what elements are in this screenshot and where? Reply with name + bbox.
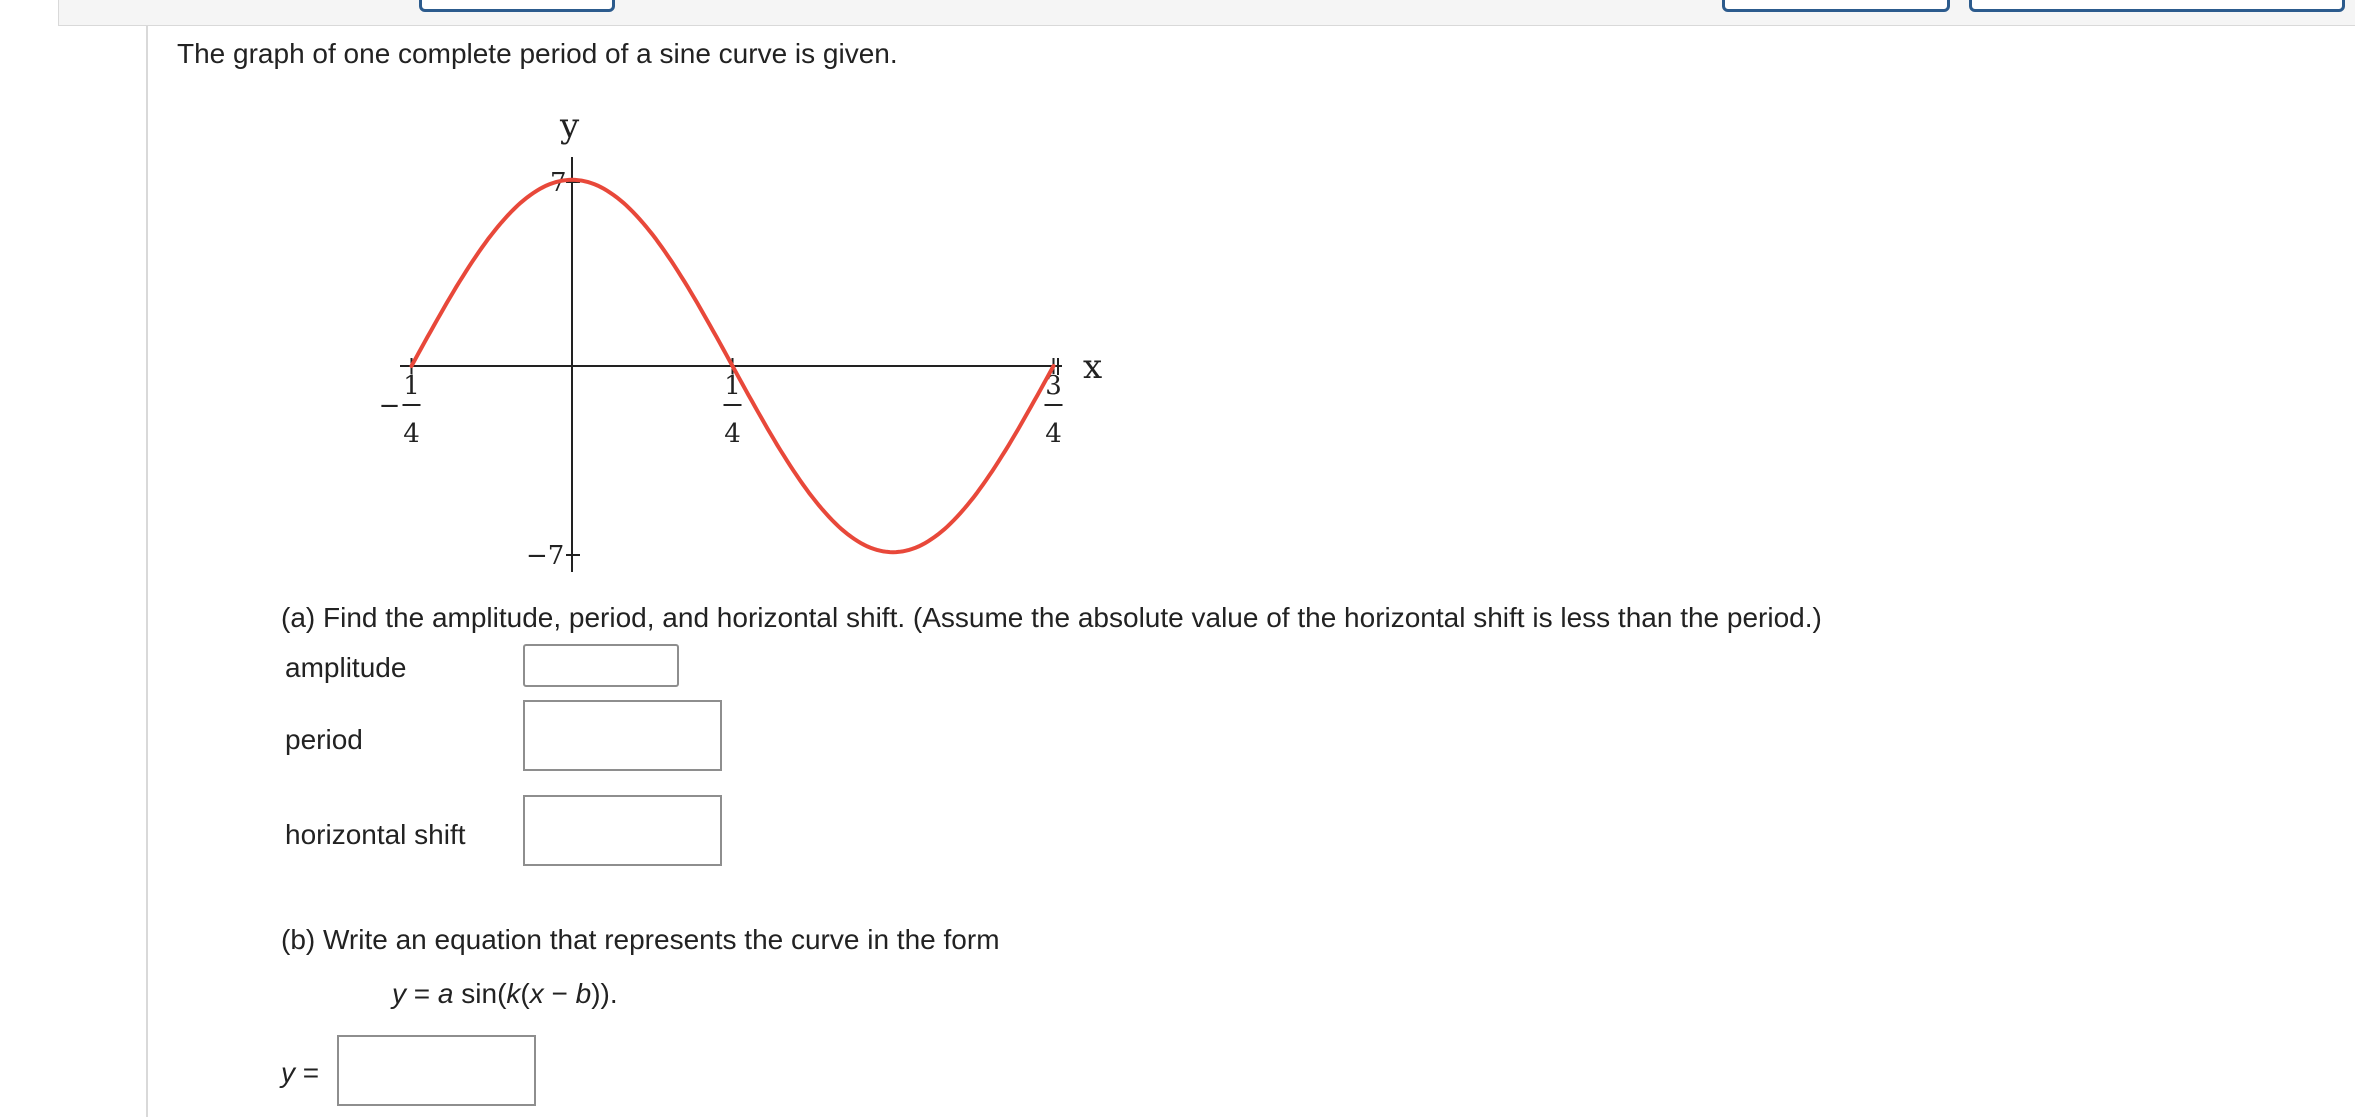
y-min-label: −7 (526, 541, 565, 571)
horizontal-shift-label: horizontal shift (285, 819, 466, 850)
x-tick-denominator: 4 (1045, 419, 1062, 449)
x-tick-2 (1045, 358, 1063, 449)
horizontal-shift-input[interactable] (523, 795, 722, 866)
eq-k: k (506, 978, 521, 1009)
x-tick-denominator: 4 (724, 419, 741, 449)
eq-sin: sin( (453, 978, 507, 1009)
x-tick-numerator: 3 (1045, 371, 1062, 401)
x-tick-sign: − (378, 391, 401, 421)
eq-a: a (437, 978, 454, 1009)
answer-prefix (281, 1057, 319, 1089)
y-axis-label: y (560, 106, 580, 146)
eq-close: )). (591, 978, 618, 1009)
equation-input[interactable] (337, 1035, 536, 1106)
eq-x: x (529, 978, 544, 1009)
period-input[interactable] (523, 700, 722, 771)
x-tick-labels (379, 358, 1063, 449)
x-tick-numerator: 1 (724, 371, 741, 401)
answer-y: y (281, 1057, 295, 1088)
equation-form (392, 978, 618, 1010)
question-intro: The graph of one complete period of a sine curve is given. (177, 38, 898, 69)
part-b-prompt: (b) Write an equation that represents the curve in the form (281, 924, 1000, 955)
amplitude-input[interactable] (523, 644, 679, 687)
x-tick-numerator: 1 (403, 371, 420, 401)
eq-equals: = (406, 978, 438, 1009)
x-tick-1 (724, 358, 742, 449)
period-label: period (285, 724, 363, 755)
answer-equals: = (295, 1057, 320, 1088)
eq-b: b (575, 978, 592, 1009)
y-max-label: 7 (550, 168, 567, 198)
part-a-prompt: (a) Find the amplitude, period, and horizontal shift. (Assume the absolute value of the horizontal shift is less than the period.) (281, 602, 1822, 633)
amplitude-label: amplitude (285, 652, 407, 683)
x-tick-0 (379, 358, 421, 449)
x-axis-label: x (1083, 347, 1103, 387)
x-tick-denominator: 4 (403, 419, 420, 449)
eq-minus: − (543, 978, 576, 1009)
eq-open: ( (520, 978, 530, 1009)
eq-y: y (392, 978, 406, 1009)
